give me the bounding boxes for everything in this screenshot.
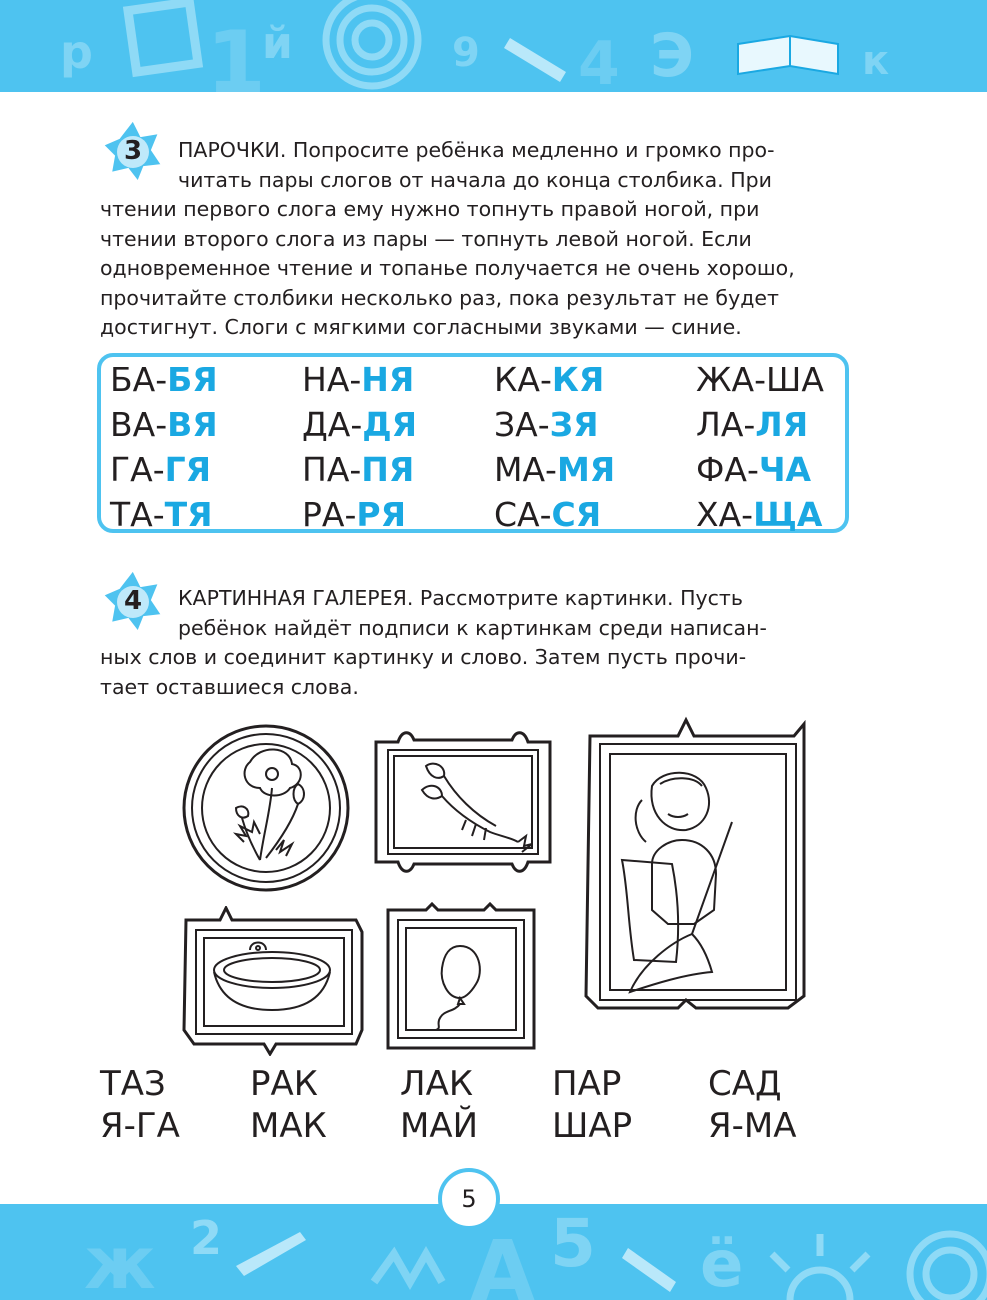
svg-text:й: й <box>262 18 293 69</box>
balloon-icon <box>436 946 480 1030</box>
syllable-pair <box>110 405 218 445</box>
word-label[interactable]: ЛАК <box>400 1064 473 1104</box>
syllable-hard: ЛА- <box>696 405 756 444</box>
syllable-hard: ПА- <box>302 450 362 489</box>
syllable-hard: ХА- <box>696 495 754 534</box>
syllable-pair <box>110 360 218 400</box>
syllable-hard: ЗА- <box>494 405 550 444</box>
syllable-soft: ТЯ <box>164 495 213 534</box>
syllable-pair <box>494 495 601 535</box>
syllable-hard: РА- <box>302 495 357 534</box>
syllable-soft: БЯ <box>167 360 218 399</box>
syllable-hard: КА- <box>494 360 552 399</box>
svg-text:ж: ж <box>84 1221 156 1300</box>
poppy-picture-frame[interactable] <box>180 722 352 894</box>
word-label[interactable]: Я-МА <box>708 1106 797 1146</box>
syllable-soft: НЯ <box>361 360 415 399</box>
task-4-number: 4 <box>123 586 143 616</box>
top-band-decor <box>0 0 987 92</box>
syllable-pair <box>494 360 604 400</box>
syllable-soft: ГЯ <box>164 450 212 489</box>
task-3-line: прочитайте столбики несколько раз, пока результат не будет <box>100 285 779 310</box>
task-4-line: ребёнок найдёт подписи к картинкам среди написан- <box>178 615 767 640</box>
syllable-hard: ЖА- <box>696 360 767 399</box>
syllable-soft: ЛЯ <box>755 405 809 444</box>
bottom-band-decor <box>0 1204 987 1300</box>
syllable-soft: ЩА <box>753 495 823 534</box>
word-label[interactable]: РАК <box>250 1064 318 1104</box>
syllable-pair <box>110 450 211 490</box>
task-3-line: чтении второго слога из пары — топнуть левой ногой. Если <box>100 226 752 251</box>
word-label[interactable]: ШАР <box>552 1106 633 1146</box>
task-3-line: чтении первого слога ему нужно топнуть правой ногой, при <box>100 197 760 221</box>
svg-text:к: к <box>862 38 890 84</box>
syllable-pair <box>302 450 414 490</box>
baba-yaga-picture-frame[interactable] <box>582 714 812 1012</box>
syllable-hard: СА- <box>494 495 552 534</box>
syllable-hard: ГА- <box>110 450 165 489</box>
word-label[interactable]: ПАР <box>552 1064 622 1104</box>
syllable-soft: МЯ <box>556 450 616 489</box>
syllable-hard: ВА- <box>110 405 168 444</box>
svg-text:Э: Э <box>650 21 695 91</box>
task-3-line: ПАРОЧКИ. Попросите ребёнка медленно и громко про- <box>178 138 775 162</box>
syllable-pair <box>696 450 811 490</box>
word-label[interactable]: САД <box>708 1064 782 1104</box>
syllable-soft: ЧА <box>758 450 812 489</box>
crayfish-icon <box>422 764 532 852</box>
syllable-pair <box>302 495 406 535</box>
task-3-instructions <box>100 136 852 343</box>
task-4-line: тает оставшиеся слова. <box>100 674 359 699</box>
svg-text:ё: ё <box>700 1228 744 1300</box>
poppy-icon <box>236 749 304 860</box>
svg-text:1: 1 <box>206 13 266 92</box>
svg-text:2: 2 <box>190 1211 223 1265</box>
syllable-pair <box>696 405 808 445</box>
syllable-soft: ПЯ <box>361 450 415 489</box>
task-4-instructions <box>100 584 852 702</box>
syllable-pair <box>696 360 824 400</box>
task-3-line: одновременное чтение и топанье получается не очень хорошо, <box>100 256 795 280</box>
svg-text:5: 5 <box>550 1205 596 1282</box>
syllable-soft: РЯ <box>356 495 406 534</box>
syllable-pair <box>110 495 213 535</box>
balloon-picture-frame[interactable] <box>384 902 538 1052</box>
page-number: 5 <box>438 1168 500 1230</box>
top-decorative-band <box>0 0 987 92</box>
task-3-number: 3 <box>123 136 143 166</box>
word-label[interactable]: МАК <box>250 1106 327 1146</box>
syllable-hard: МА- <box>494 450 557 489</box>
svg-text:р: р <box>60 25 93 79</box>
syllable-pair <box>696 495 822 535</box>
baba-yaga-icon <box>622 773 732 992</box>
syllable-soft: СЯ <box>551 495 602 534</box>
syllable-soft: ЗЯ <box>549 405 599 444</box>
syllable-pair <box>494 405 599 445</box>
syllable-pair <box>302 405 417 445</box>
crayfish-picture-frame[interactable] <box>370 726 556 878</box>
word-label[interactable]: Я-ГА <box>100 1106 180 1146</box>
task-4-line: КАРТИННАЯ ГАЛЕРЕЯ. Рассмотрите картинки. Пусть <box>178 586 743 610</box>
task-4-line: ных слов и соединит картинку и слово. Затем пусть прочи- <box>100 645 747 669</box>
syllable-hard: НА- <box>302 360 362 399</box>
syllable-soft: ВЯ <box>167 405 218 444</box>
syllable-hard: ФА- <box>696 450 759 489</box>
syllable-soft: КЯ <box>551 360 605 399</box>
syllable-hard: БА- <box>110 360 168 399</box>
bottom-decorative-band <box>0 1204 987 1300</box>
basin-picture-frame[interactable] <box>180 906 366 1056</box>
task-3-line: достигнут. Слоги с мягкими согласными звуками — синие. <box>100 315 742 339</box>
syllable-pair <box>494 450 615 490</box>
word-label[interactable]: МАЙ <box>400 1106 479 1146</box>
syllable-hard: ДА- <box>302 405 363 444</box>
svg-text:4: 4 <box>578 29 620 92</box>
svg-text:А: А <box>470 1222 536 1300</box>
syllable-soft: ДЯ <box>362 405 418 444</box>
syllable-pair <box>302 360 414 400</box>
word-label[interactable]: ТАЗ <box>100 1064 166 1104</box>
basin-icon <box>214 943 330 1011</box>
svg-text:9: 9 <box>452 30 480 76</box>
syllable-hard: ТА- <box>110 495 165 534</box>
syllable-hard: ША <box>766 360 824 399</box>
task-3-line: читать пары слогов от начала до конца столбика. При <box>178 167 772 192</box>
